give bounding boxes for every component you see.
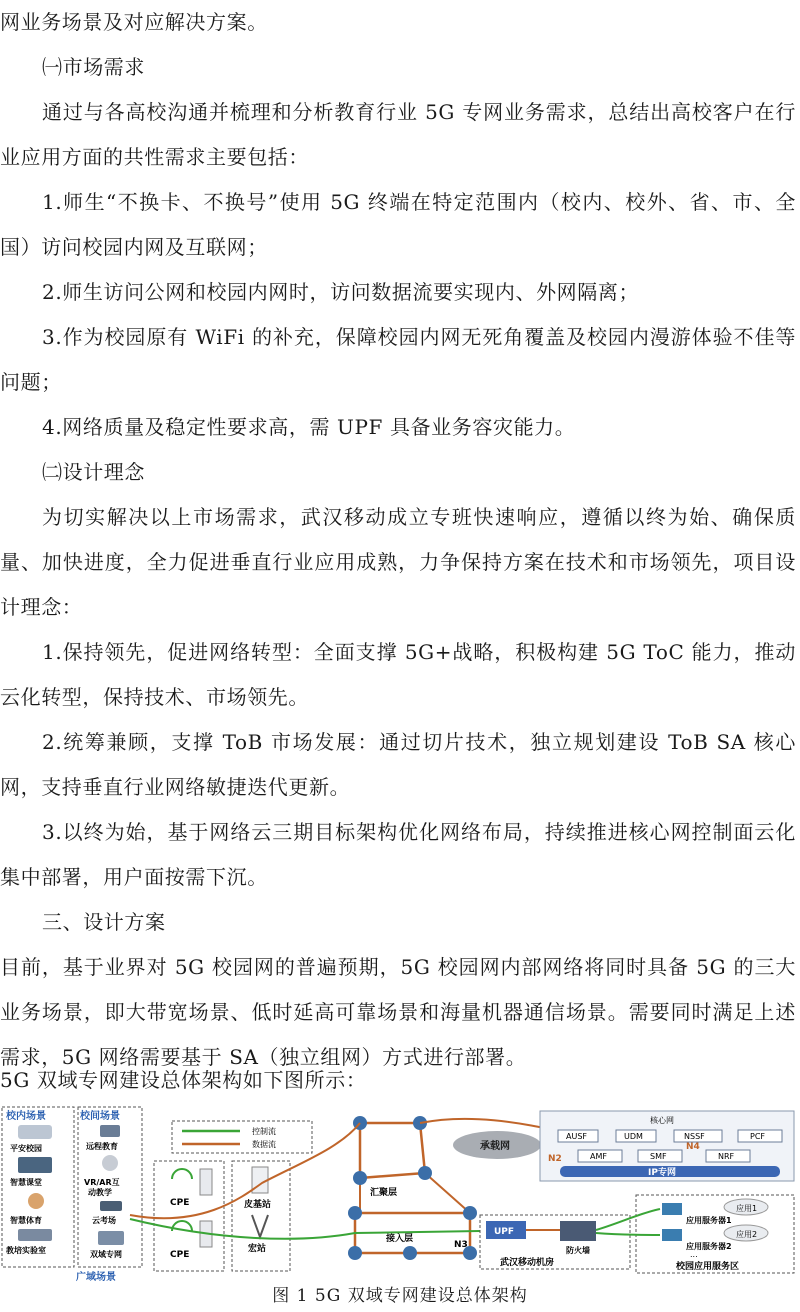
app-remote-edu: 远程教育 xyxy=(86,1142,118,1151)
remote-edu-icon xyxy=(100,1125,120,1137)
paragraph: 5G 双域专网建设总体架构如下图所示： xyxy=(0,1068,367,1092)
control-flow-path xyxy=(596,1233,660,1235)
nf-nssf: NSSF xyxy=(684,1132,705,1141)
nf-amf: AMF xyxy=(590,1152,607,1161)
macro-station-label: 宏站 xyxy=(248,1244,267,1254)
list-item: 1.保持领先，促进网络转型：全面支撑 5G+战略，积极构建 5G ToC 能力，推动云化转型，保持技术、市场领先。 xyxy=(0,640,796,709)
control-flow-path xyxy=(596,1209,660,1230)
router-icon xyxy=(463,1206,477,1220)
app-1-label: 应用1 xyxy=(736,1204,758,1213)
nf-nrf: NRF xyxy=(718,1152,735,1161)
vr-icon xyxy=(102,1155,118,1171)
scene-campus-in-label: 校内场景 xyxy=(6,1111,46,1122)
server-icon xyxy=(662,1229,682,1241)
aggregation-ring xyxy=(360,1123,425,1178)
aggregation-layer-label: 汇聚层 xyxy=(370,1188,398,1198)
app-lab: 教培实验室 xyxy=(6,1246,46,1255)
app-smart-sports: 智慧体育 xyxy=(10,1216,42,1225)
app-2-label: 应用2 xyxy=(736,1230,758,1239)
paragraph: 为切实解决以上市场需求，武汉移动成立专班快速响应，遵循以终为始、确保质量、加快进度，全力促进垂直行业应用成熟，力争保持方案在技术和市场领先，项目设计理念： xyxy=(0,505,796,619)
sports-icon xyxy=(28,1193,44,1209)
legend-control-label: 控制流 xyxy=(252,1127,276,1136)
machine-room-label: 武汉移动机房 xyxy=(500,1258,555,1268)
app-safe-campus: 平安校园 xyxy=(10,1144,42,1153)
architecture-diagram xyxy=(0,1103,800,1283)
laptop-icon xyxy=(98,1231,124,1245)
bearer-network-label: 承载网 xyxy=(480,1141,510,1152)
router-icon xyxy=(403,1246,417,1260)
classroom-icon xyxy=(18,1157,52,1173)
cpe-label-2: CPE xyxy=(170,1250,190,1260)
nf-udm: UDM xyxy=(624,1132,643,1141)
paragraph: 目前，基于业界对 5G 校园网的普遍预期，5G 校园网内部网络将同时具备 5G 的三大业务场景，即大带宽场景、低时延高可靠场景和海量机器通信场景。需要同时满足上述需求，5G 网络需要基于 SA（独立组网）方式进行部署。 xyxy=(0,955,796,1069)
router-icon xyxy=(353,1171,367,1185)
cpe-label-1: CPE xyxy=(170,1198,190,1208)
camera-icon xyxy=(18,1125,52,1139)
ring-link xyxy=(425,1173,470,1213)
app-vr-ar-1: VR/AR互 xyxy=(84,1178,120,1187)
legend-box xyxy=(172,1121,312,1153)
pico-station-label: 皮基站 xyxy=(244,1200,272,1210)
app-smart-classroom: 智慧课堂 xyxy=(10,1178,42,1187)
n3-label: N3 xyxy=(454,1240,468,1250)
list-item: 1.师生“不换卡、不换号”使用 5G 终端在特定范围内（校内、校外、省、市、全国）访问校园内网及互联网； xyxy=(0,190,796,259)
app-cloud-exam: 云考场 xyxy=(92,1216,116,1225)
lab-icon xyxy=(18,1229,52,1241)
exam-icon xyxy=(100,1201,122,1211)
section-heading-market: ㈠市场需求 xyxy=(42,55,145,79)
data-flow-path xyxy=(420,1119,560,1131)
app-dual-domain: 双域专网 xyxy=(90,1250,122,1259)
upf-label: UPF xyxy=(494,1227,515,1237)
nf-smf: SMF xyxy=(650,1152,667,1161)
nf-ausf: AUSF xyxy=(566,1132,588,1141)
list-item: 2.师生访问公网和校园内网时，访问数据流要实现内、外网隔离； xyxy=(42,280,640,304)
ip-network-label: IP专网 xyxy=(648,1168,676,1178)
scene-campus-out-label: 校间场景 xyxy=(80,1111,120,1122)
paragraph: 网业务场景及对应解决方案。 xyxy=(0,10,268,34)
n2-label: N2 xyxy=(548,1154,562,1164)
server-zone-label: 校园应用服务区 xyxy=(676,1262,740,1272)
figure-caption: 图 1 5G 双域专网建设总体架构 xyxy=(272,1286,528,1306)
firewall-label: 防火墙 xyxy=(566,1246,590,1255)
server-ellipsis: ... xyxy=(690,1250,698,1259)
access-layer-label: 接入层 xyxy=(386,1234,414,1244)
router-icon xyxy=(348,1206,362,1220)
server-icon xyxy=(662,1203,682,1215)
list-item: 4.网络质量及稳定性要求高，需 UPF 具备业务容灾能力。 xyxy=(42,415,576,439)
list-item: 3.以终为始，基于网络云三期目标架构优化网络布局，持续推进核心网控制面云化集中部署，用户面按需下沉。 xyxy=(0,820,796,889)
section-heading-plan: 三、设计方案 xyxy=(42,910,166,934)
list-item: 3.作为校园原有 WiFi 的补充，保障校园内网无死角覆盖及校园内漫游体验不佳等问题； xyxy=(0,325,796,394)
router-icon xyxy=(348,1246,362,1260)
list-item: 2.统筹兼顾，支撑 ToB 市场发展：通过切片技术，独立规划建设 ToB SA 核心网，支持垂直行业网络敏捷迭代更新。 xyxy=(0,730,796,799)
server-1-label: 应用服务器1 xyxy=(686,1216,732,1225)
router-icon xyxy=(418,1166,432,1180)
firewall-icon xyxy=(560,1221,596,1241)
section-heading-design: ㈡设计理念 xyxy=(42,460,145,484)
nf-pcf: PCF xyxy=(750,1132,766,1141)
cpe-device-icon xyxy=(200,1169,212,1195)
paragraph: 通过与各高校沟通并梳理和分析教育行业 5G 专网业务需求，总结出高校客户在行业应用方面的共性需求主要包括： xyxy=(0,100,796,169)
macro-station-icon xyxy=(252,1215,268,1237)
wifi-icon xyxy=(172,1169,192,1179)
scene-wide-label: 广域场景 xyxy=(76,1272,116,1283)
server-2-label: 应用服务器2 xyxy=(686,1242,732,1251)
legend-data-label: 数据流 xyxy=(252,1140,276,1149)
core-network-label: 核心网 xyxy=(650,1116,674,1125)
n4-label: N4 xyxy=(686,1142,700,1152)
app-vr-ar-2: 动教学 xyxy=(88,1188,112,1197)
